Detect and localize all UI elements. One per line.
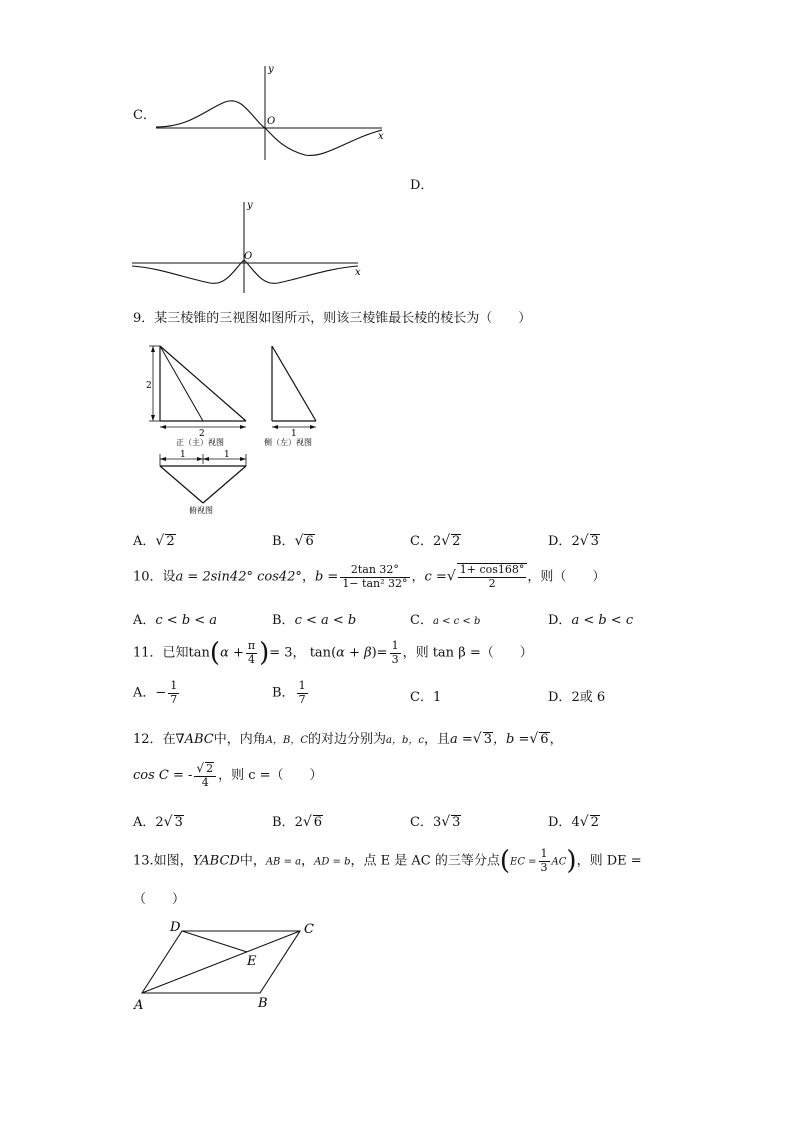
q11-stem: 11．已知tan(α + $\frac{\pi}{4}$ )= 3， tan(α + β)= $\frac{1}{3}$ ，则 tan β =（ ） [133,638,533,669]
q12-stem-line2: cos C = - $\frac{√ 2}{4}$ ，则 c =（ ） [133,761,323,789]
q8-option-d-label: D． [410,178,434,193]
q11-option-a[interactable]: A．− $\frac{1}{7}$ [133,679,178,706]
q13-stem-line2: （ ） [133,892,186,907]
q12-option-a[interactable]: A．2√ 3 [133,814,183,830]
q9-option-d[interactable]: D．2√ 3 [548,533,599,549]
q9-side-label: 侧（左）视图 [264,438,312,447]
q9-front-label: 正（主）视图 [176,438,224,447]
q10-option-d[interactable]: D．a < b < c [548,613,634,628]
q13-parallelogram [128,915,328,1015]
q12-option-b[interactable]: B．2√ 6 [272,814,323,830]
q9-dim-side: 1 [291,429,297,439]
q9-stem: 9．某三棱锥的三视图如图所示，则该三棱锥最长棱的棱长为（ ） [133,311,532,326]
q13-label-e: E [247,954,257,969]
q13-label-b: B [258,996,268,1011]
q11-option-d[interactable]: D．2或 6 [548,690,606,705]
graph-d-x-label: x [355,267,361,278]
q9-dim-horizontal: 2 [199,429,205,439]
q13-stem-line1: 13.如图，YABCD中，AB = a，AD = b，点 E 是 AC 的三等分点(EC = $\frac{1}{3}$ AC)，则 DE = [133,846,642,877]
q12-option-d[interactable]: D．4√ 2 [548,814,599,830]
q12-stem-line1: 12．在∇ABC中，内角A，B，C的对边分别为a，b，c，且a =√ 3，b =√ 6， [133,731,563,747]
q9-three-views [140,338,340,518]
q12-option-c[interactable]: C．3√ 3 [410,814,461,830]
q11-option-c[interactable]: C．1 [410,690,442,705]
q13-label-d: D [170,920,181,935]
q10-option-c[interactable]: C．a < c < b [410,613,481,628]
q10-option-a[interactable]: A．c < b < a [133,613,218,628]
q8-graph-d [130,198,370,298]
graph-c-y-label: y [268,64,274,75]
q9-option-b[interactable]: B．√ 6 [272,533,314,549]
graph-c-origin: O [267,116,276,127]
q9-dim-vertical: 2 [146,381,152,391]
q10-option-b[interactable]: B．c < a < b [272,613,357,628]
q13-label-c: C [304,922,314,937]
q10-stem: 10．设a = 2sin42° cos42°，b = $\frac{2\tan 32^\circ}{\text{1− tan² 32°}}$ ，c =√ $\frac{1+ \cos 168^\circ}{2}$ ，则（ ） [133,563,606,590]
q9-option-c[interactable]: C．2√ 2 [410,533,461,549]
q8-option-c-label: C． [133,108,156,123]
q8-graph-c [150,60,400,170]
q9-top-label: 俯视图 [189,506,213,515]
q11-option-b[interactable]: B． $\frac{1}{7}$ [272,679,306,706]
graph-d-origin: O [244,251,253,262]
graph-d-y-label: y [247,200,253,211]
q13-label-a: A [134,998,144,1013]
q9-option-a[interactable]: A．√ 2 [133,533,175,549]
q9-dim-top-left: 1 [180,450,186,460]
q9-dim-top-right: 1 [224,450,230,460]
graph-c-x-label: x [378,131,384,142]
